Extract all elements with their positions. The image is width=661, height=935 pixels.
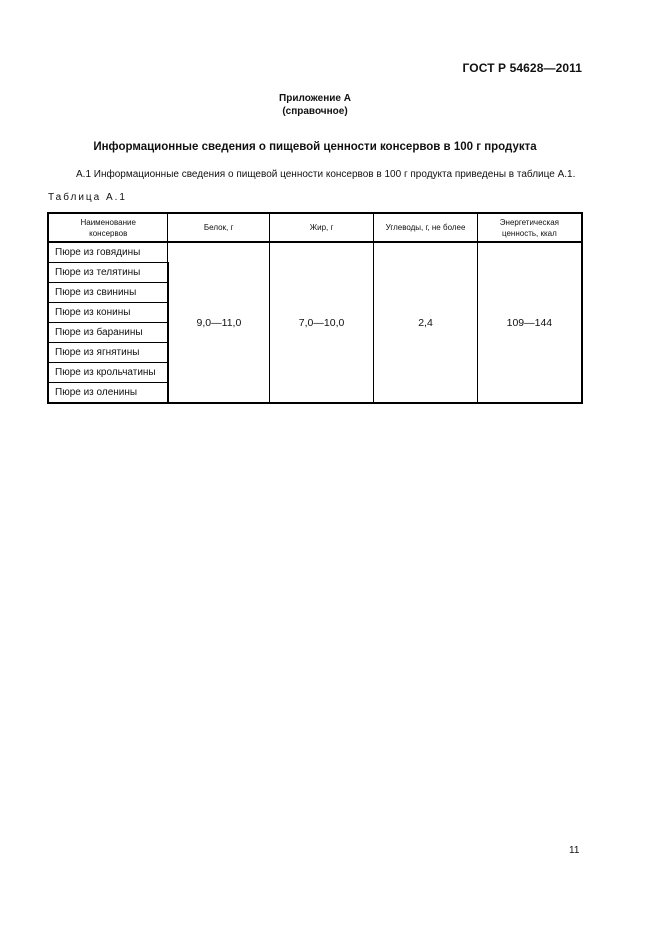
- protein-value-cell: 9,0—11,0: [168, 242, 269, 403]
- table-row: [48, 242, 582, 263]
- header-fat-label: Жир, г: [309, 223, 334, 232]
- energy-value-cell: 109—144: [477, 242, 582, 403]
- fat-value-cell: 7,0—10,0: [269, 242, 373, 403]
- header-fat: [269, 213, 373, 242]
- header-product-name: [48, 213, 168, 242]
- intro-paragraph: А.1 Информационные сведения о пищевой ценности консервов в 100 г продукта приведены в таблице А.1.: [76, 169, 576, 180]
- product-name-cell: Пюре из ягнятины: [48, 343, 168, 363]
- header-carbs-label: Углеводы, г, не более: [385, 223, 466, 232]
- product-name-cell: Пюре из свинины: [48, 283, 168, 303]
- product-name-cell: Пюре из телятины: [48, 263, 168, 283]
- header-energy-line1: Энергетическая: [499, 217, 559, 227]
- header-product-name-line2: консервов: [89, 228, 128, 238]
- document-header-code: ГОСТ Р 54628—2011: [462, 61, 582, 75]
- product-name-cell: Пюре из оленины: [48, 383, 168, 404]
- appendix-subtitle: (справочное): [282, 106, 348, 117]
- appendix-title: Приложение А: [279, 93, 351, 104]
- appendix-heading: [0, 92, 630, 118]
- header-product-name-line1: Наименование: [80, 217, 136, 227]
- header-carbs: [374, 213, 478, 242]
- product-name-cell: Пюре из конины: [48, 303, 168, 323]
- header-energy: [477, 213, 582, 242]
- carbs-value-cell: 2,4: [374, 242, 478, 403]
- table-caption: Таблица А.1: [48, 192, 127, 203]
- header-protein: [168, 213, 269, 242]
- nutrition-table: [47, 212, 583, 404]
- table-header-row: [48, 213, 582, 242]
- header-protein-label: Белок, г: [203, 223, 234, 232]
- section-title: Информационные сведения о пищевой ценности консервов в 100 г продукта: [93, 141, 537, 153]
- page-number: 11: [569, 845, 580, 856]
- header-energy-line2: ценность, ккал: [501, 228, 557, 238]
- product-name-cell: Пюре из говядины: [48, 242, 168, 263]
- product-name-cell: Пюре из крольчатины: [48, 363, 168, 383]
- product-name-cell: Пюре из баранины: [48, 323, 168, 343]
